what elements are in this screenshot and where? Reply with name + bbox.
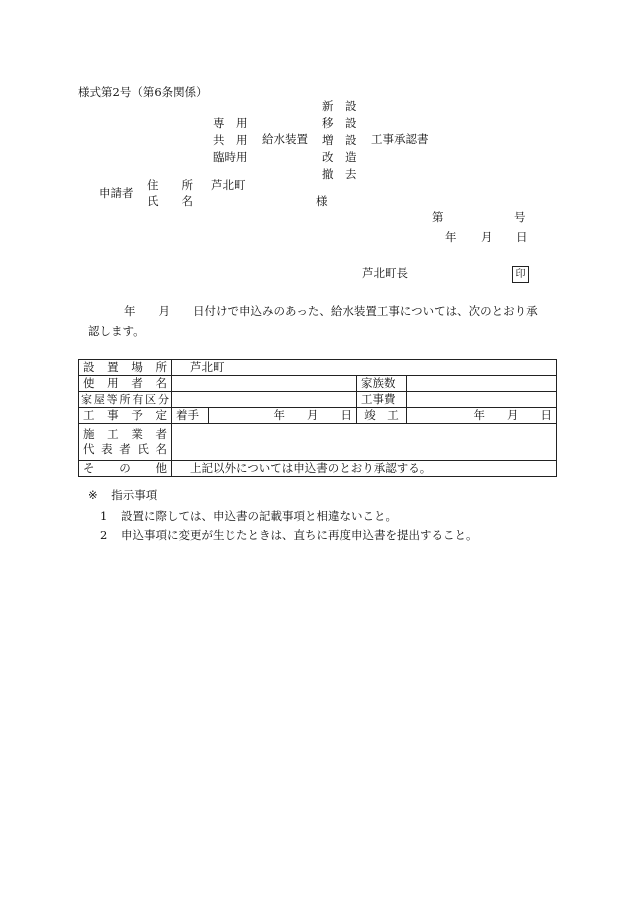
date-day: 日 [516, 230, 528, 244]
action-remove: 撤 去 [322, 167, 357, 181]
form-number: 様式第2号（第6条関係） [78, 85, 208, 99]
family-value [407, 376, 557, 392]
address-value: 芦北町 [211, 178, 246, 192]
instruction-number: 2 [100, 528, 108, 542]
document-title-suffix: 工事承認書 [371, 132, 429, 146]
user-label: 使用者名 [79, 376, 172, 392]
device-label: 給水装置 [262, 132, 308, 146]
start-year: 年 [273, 408, 285, 422]
complete-day: 日 [540, 408, 552, 422]
body-line-2: 認します。 [88, 324, 145, 338]
start-date [209, 408, 357, 424]
purpose-temporary: 臨時用 [213, 150, 248, 164]
body-line-1: 年 月 日付けで申込みのあった、給水装置工事については、次のとおり承 [124, 304, 538, 318]
complete-year: 年 [473, 408, 485, 422]
action-modify: 改 造 [322, 150, 357, 164]
ownership-label: 家屋等所有区分 [79, 392, 172, 408]
user-value [172, 376, 357, 392]
action-expand: 増 設 [322, 133, 357, 147]
purpose-list [213, 115, 248, 166]
cost-label: 工事費 [357, 392, 407, 408]
purpose-shared: 共 用 [213, 133, 248, 147]
other-value: 上記以外については申込書のとおり承認する。 [172, 461, 557, 477]
contractor-label-line-1: 施工業者 [83, 427, 167, 441]
reference-mark: ※ [88, 488, 98, 502]
instructions-heading [88, 490, 157, 502]
name-label: 氏 名 [147, 194, 193, 208]
instructions-heading-text: 指示事項 [111, 488, 158, 502]
date-month: 月 [481, 230, 493, 244]
honorific: 様 [316, 194, 328, 208]
doc-number-prefix: 第 [432, 210, 444, 224]
instruction-text: 設置に際しては、申込書の記載事項と相違ないこと。 [120, 509, 397, 523]
approval-table [78, 359, 557, 477]
doc-number-suffix: 号 [514, 210, 526, 224]
table-row-location [79, 360, 557, 376]
instruction-text: 申込事項に変更が生じたときは、直ちに再度申込書を提出すること。 [120, 528, 478, 542]
complete-month: 月 [507, 408, 519, 422]
location-label: 設置場所 [79, 360, 172, 376]
action-move: 移 設 [322, 116, 357, 130]
table-row-contractor [79, 424, 557, 461]
complete-label: 竣 工 [357, 408, 407, 424]
instruction-number: 1 [100, 509, 108, 523]
complete-date [407, 408, 557, 424]
action-new: 新 設 [322, 99, 357, 113]
action-list [322, 98, 357, 183]
cost-value [407, 392, 557, 408]
start-label: 着手 [172, 408, 209, 424]
instruction-item [100, 511, 397, 523]
start-month: 月 [307, 408, 319, 422]
location-value: 芦北町 [172, 360, 557, 376]
date-year: 年 [445, 230, 457, 244]
table-row-schedule [79, 408, 557, 424]
purpose-dedicated: 専 用 [213, 116, 248, 130]
table-row-user [79, 376, 557, 392]
start-day: 日 [340, 408, 352, 422]
contractor-label [79, 424, 172, 461]
table-row-ownership [79, 392, 557, 408]
ownership-value [172, 392, 357, 408]
address-label: 住 所 [147, 178, 193, 192]
schedule-label: 工事予定 [79, 408, 172, 424]
instruction-item [100, 530, 477, 542]
issuer-name: 芦北町長 [362, 266, 408, 280]
applicant-label: 申請者 [99, 186, 134, 200]
family-label: 家族数 [357, 376, 407, 392]
contractor-label-line-2: 代表者氏名 [83, 442, 167, 456]
other-label: その他 [79, 461, 172, 477]
table-row-other [79, 461, 557, 477]
contractor-value [172, 424, 557, 461]
seal-mark: 印 [512, 266, 529, 283]
